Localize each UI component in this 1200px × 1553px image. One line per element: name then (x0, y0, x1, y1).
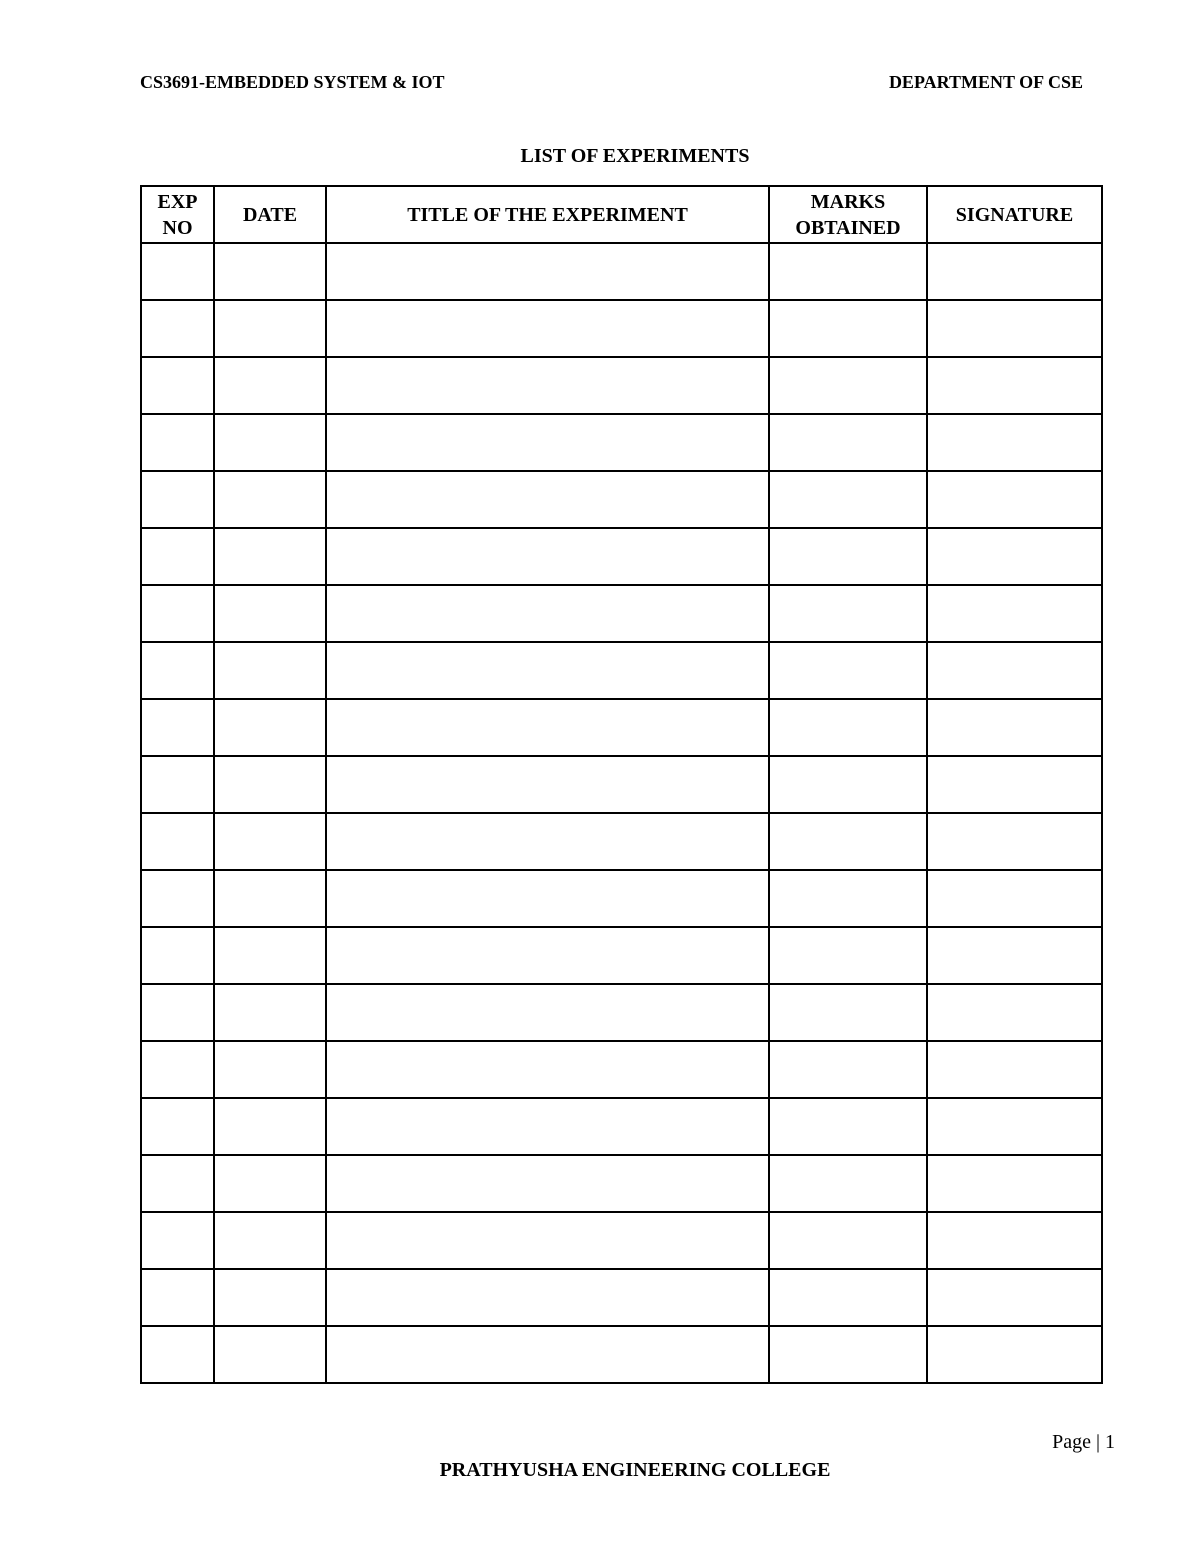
date-cell (214, 1041, 326, 1098)
signature-cell (927, 1212, 1102, 1269)
table-header-row (141, 186, 1102, 243)
date-cell (214, 1098, 326, 1155)
signature-cell (927, 1326, 1102, 1383)
column-header-date: DATE (214, 186, 326, 243)
marks-cell (769, 414, 927, 471)
marks-cell (769, 357, 927, 414)
signature-cell (927, 243, 1102, 300)
marks-cell (769, 300, 927, 357)
table-row (141, 1098, 1102, 1155)
marks-cell (769, 699, 927, 756)
title-cell (326, 699, 769, 756)
date-cell (214, 1269, 326, 1326)
exp-no-cell (141, 585, 214, 642)
date-cell (214, 699, 326, 756)
date-cell (214, 471, 326, 528)
table-row (141, 1212, 1102, 1269)
marks-cell (769, 1269, 927, 1326)
exp-no-cell (141, 1098, 214, 1155)
signature-cell (927, 1041, 1102, 1098)
table-row (141, 813, 1102, 870)
title-cell (326, 243, 769, 300)
date-cell (214, 243, 326, 300)
table-row (141, 585, 1102, 642)
table-row (141, 1269, 1102, 1326)
signature-cell (927, 300, 1102, 357)
table-row (141, 1041, 1102, 1098)
signature-cell (927, 1098, 1102, 1155)
exp-no-cell (141, 756, 214, 813)
title-cell (326, 585, 769, 642)
signature-cell (927, 414, 1102, 471)
signature-cell (927, 528, 1102, 585)
signature-cell (927, 756, 1102, 813)
marks-cell (769, 642, 927, 699)
marks-cell (769, 471, 927, 528)
exp-no-cell (141, 414, 214, 471)
marks-cell (769, 1098, 927, 1155)
title-cell (326, 1098, 769, 1155)
date-cell (214, 1212, 326, 1269)
exp-no-cell (141, 642, 214, 699)
marks-cell (769, 1041, 927, 1098)
date-cell (214, 585, 326, 642)
title-cell (326, 357, 769, 414)
date-cell (214, 756, 326, 813)
signature-cell (927, 471, 1102, 528)
table-row (141, 870, 1102, 927)
exp-no-cell (141, 528, 214, 585)
signature-cell (927, 357, 1102, 414)
table-row (141, 300, 1102, 357)
date-cell (214, 984, 326, 1041)
date-cell (214, 528, 326, 585)
marks-cell (769, 984, 927, 1041)
signature-cell (927, 642, 1102, 699)
date-cell (214, 870, 326, 927)
title-cell (326, 528, 769, 585)
marks-cell (769, 1155, 927, 1212)
exp-no-cell (141, 1326, 214, 1383)
course-header: CS3691-EMBEDDED SYSTEM & IOT (140, 72, 445, 92)
column-header-signature: SIGNATURE (927, 186, 1102, 243)
column-header-title: TITLE OF THE EXPERIMENT (326, 186, 769, 243)
marks-cell (769, 927, 927, 984)
signature-cell (927, 927, 1102, 984)
column-header-marks: MARKS OBTAINED (769, 186, 927, 243)
table-row (141, 756, 1102, 813)
marks-cell (769, 1212, 927, 1269)
signature-cell (927, 585, 1102, 642)
department-header: DEPARTMENT OF CSE (888, 72, 1083, 92)
table-row (141, 1326, 1102, 1383)
table-row (141, 642, 1102, 699)
marks-cell (769, 528, 927, 585)
table-row (141, 984, 1102, 1041)
exp-no-cell (141, 1212, 214, 1269)
signature-cell (927, 813, 1102, 870)
marks-cell (769, 1326, 927, 1383)
exp-no-cell (141, 699, 214, 756)
signature-cell (927, 1269, 1102, 1326)
exp-no-cell (141, 813, 214, 870)
title-cell (326, 1269, 769, 1326)
title-cell (326, 642, 769, 699)
marks-cell (769, 813, 927, 870)
column-header-exp-no: EXP NO (141, 186, 214, 243)
exp-no-cell (141, 870, 214, 927)
title-cell (326, 414, 769, 471)
page-number: Page | 1 (1052, 1431, 1115, 1453)
title-cell (326, 870, 769, 927)
exp-no-cell (141, 1155, 214, 1212)
date-cell (214, 1326, 326, 1383)
table-row (141, 414, 1102, 471)
exp-no-cell (141, 300, 214, 357)
signature-cell (927, 699, 1102, 756)
title-cell (326, 1155, 769, 1212)
marks-cell (769, 756, 927, 813)
date-cell (214, 414, 326, 471)
title-cell (326, 1212, 769, 1269)
marks-cell (769, 870, 927, 927)
table-row (141, 471, 1102, 528)
table-body (141, 243, 1102, 1383)
college-footer: PRATHYUSHA ENGINEERING COLLEGE (439, 1459, 831, 1481)
table-row (141, 528, 1102, 585)
title-cell (326, 756, 769, 813)
table-row (141, 927, 1102, 984)
date-cell (214, 1155, 326, 1212)
exp-no-cell (141, 1041, 214, 1098)
exp-no-cell (141, 471, 214, 528)
title-cell (326, 813, 769, 870)
signature-cell (927, 870, 1102, 927)
table-row (141, 243, 1102, 300)
title-cell (326, 1041, 769, 1098)
date-cell (214, 927, 326, 984)
title-cell (326, 1326, 769, 1383)
date-cell (214, 813, 326, 870)
table-row (141, 1155, 1102, 1212)
exp-no-cell (141, 1269, 214, 1326)
page-title: LIST OF EXPERIMENTS (520, 145, 750, 167)
table-row (141, 357, 1102, 414)
exp-no-cell (141, 357, 214, 414)
exp-no-cell (141, 243, 214, 300)
signature-cell (927, 1155, 1102, 1212)
date-cell (214, 300, 326, 357)
experiments-table (140, 185, 1103, 1384)
table-row (141, 699, 1102, 756)
marks-cell (769, 585, 927, 642)
title-cell (326, 984, 769, 1041)
title-cell (326, 471, 769, 528)
exp-no-cell (141, 984, 214, 1041)
signature-cell (927, 984, 1102, 1041)
marks-cell (769, 243, 927, 300)
title-cell (326, 300, 769, 357)
date-cell (214, 357, 326, 414)
exp-no-cell (141, 927, 214, 984)
date-cell (214, 642, 326, 699)
title-cell (326, 927, 769, 984)
